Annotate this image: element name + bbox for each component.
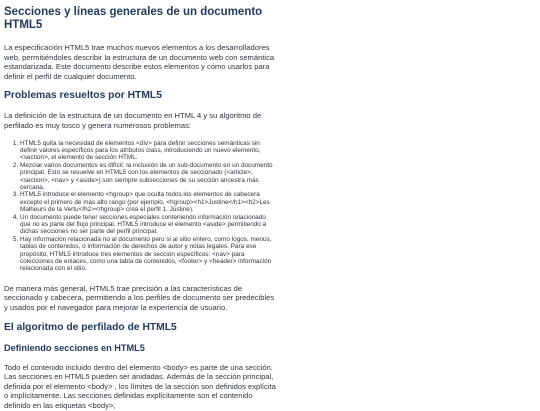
algorithm-paragraph: Todo el contenido incluido dentro del elemento <body> es parte de una sección. Las secciones en HTML5 pueden ser anidadas. Además de la sección principal, definida por el elemento <body> , los límites de la sección son definidos explícita o implícitamente. Las secciones definidas explícitamente son el contenido definido en las etiquetas <body>,	[4, 362, 276, 411]
problems-paragraph: La definición de la estructura de un documento en HTML 4 y su algoritmo de perfilado es muy tosco y genera numerosos problemas:	[4, 111, 262, 130]
problems-list	[4, 140, 276, 273]
problems-heading: Problemas resueltos por HTML5	[4, 90, 162, 102]
algorithm-heading: El algoritmo de perfilado de HTML5	[4, 321, 177, 333]
problems-list-item: 4. Un documento puede tener secciones especiales conteniendo información relacionado que no es parte del flujo principal. HTML5 introduce el elemento <aside> permitiendo a dichas secciones no ser parte del perfil principal.	[20, 214, 276, 236]
problems-conclusion: De manera más general, HTML5 trae precisión a las características de seccionado y cabecera, permitiendo a los perfiles de documento ser predecibles y usados por el navegador para mejorar la experiencia de usuario.	[4, 283, 275, 313]
problems-list-item: 1. HTML5 quita la necesidad de elementos <div> para definir secciones semánticas sin definir valores específicos para los atributos class, introduciendo un nuevo elemento, <section>, el elemento de sección HTML.	[20, 140, 276, 162]
problems-list-item: 5. Hay información relacionada no al documento pero si al sitio entero, como logos, menús, tablas de contenidos, o información de derechos de autor y notas legales. Para ese propósito, HTML5 introduce tres elementos de sección específicos: <nav> para colecciones de enlaces, como una tabla de contenidos, <footer> y <header> información relacionada con el sitio.	[20, 236, 276, 273]
defining-sections-heading: Definiendo secciones en HTML5	[4, 342, 145, 353]
problems-list-item: 3. HTML5 introduce el elemento <hgroup> que oculta todos los elementos de cabecera excepto el primero de más alto rango (por ejemplo, <hgroup><h1>Justine</h1><h2>Les Malheurs de la Vertu</h2></hgroup> crea el perfil 1. Justine).	[20, 191, 276, 213]
problems-list-item: 2. Mezclar varios documentos es difícil: la inclusión de un sub-documento en un documento principal. Esto se resuelve en HTML5 con los elementos de seccionado (<article>, <section>, <nav> y <aside>) son siempre subsecciones de su sección ancestra más cercana.	[20, 162, 276, 192]
document-content	[4, 6, 276, 411]
page-title: Secciones y líneas generales de un documento HTML5	[4, 6, 263, 31]
intro-paragraph: La especificación HTML5 trae muchos nuevos elementos a los desarrolladores web, permitiéndoles describir la estructura de un documento web con semántica estandarizada. Este documento describe estos elementos y cómo usarlos para definir el perfil de cualquier documento.	[4, 43, 275, 81]
